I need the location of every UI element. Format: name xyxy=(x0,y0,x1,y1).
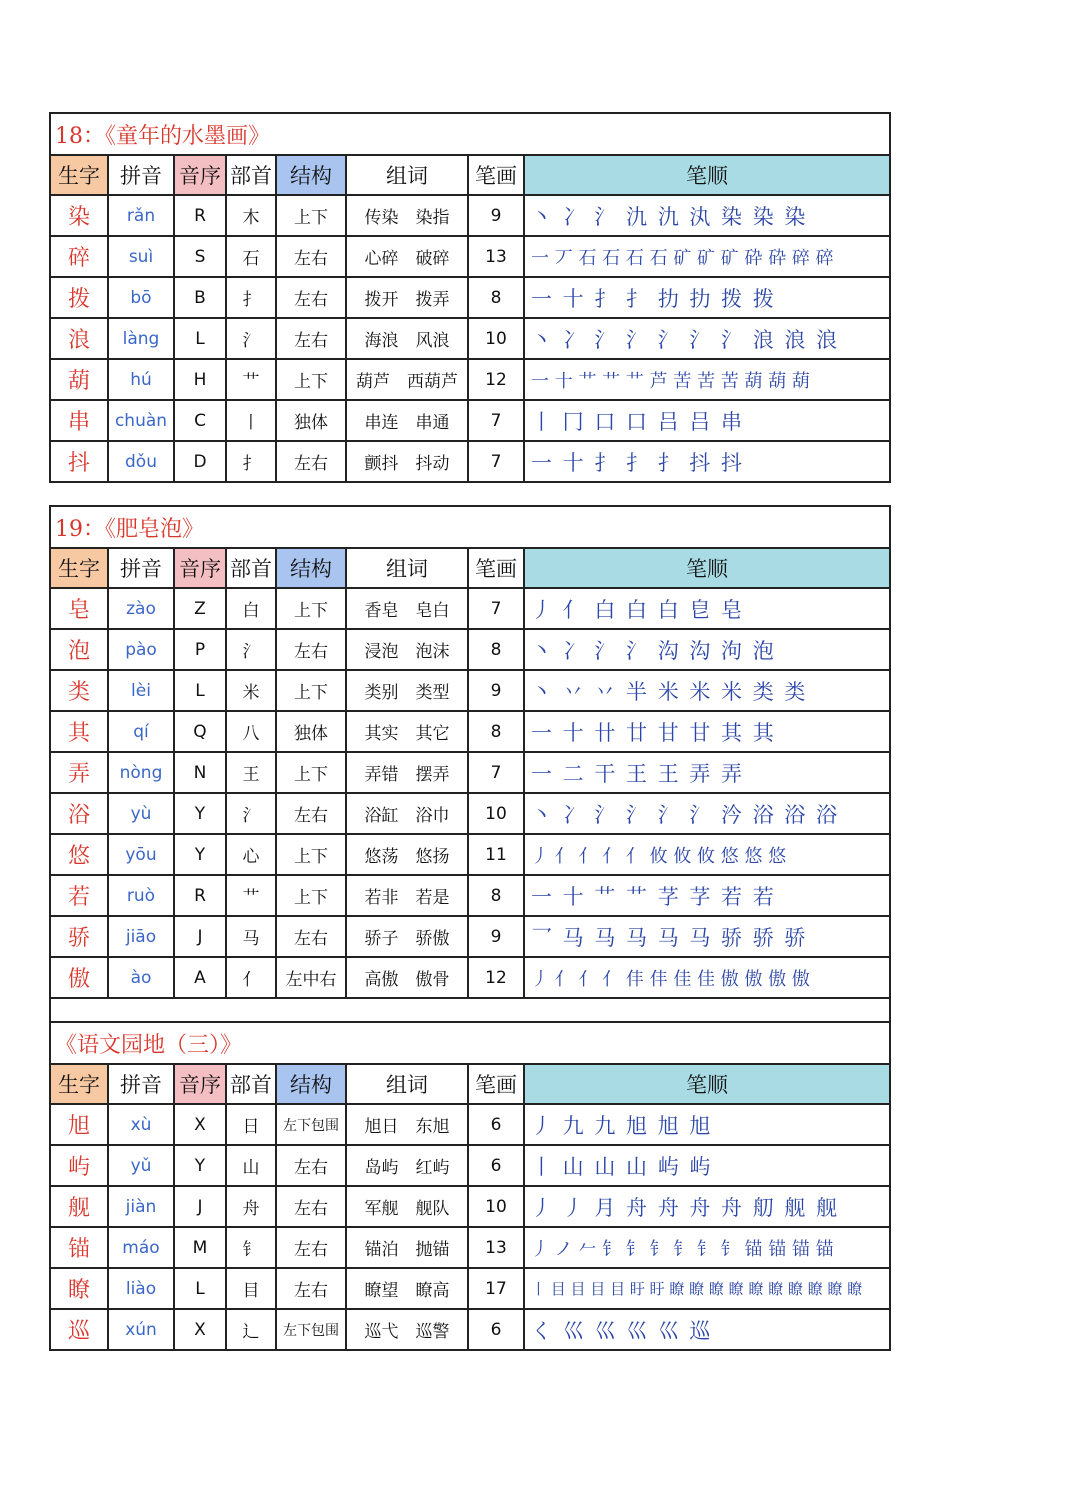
words-cell: 香皂 皂白 xyxy=(346,588,468,629)
lesson-19-title: 19：《肥皂泡》 xyxy=(50,506,890,548)
pinyin-cell: pào xyxy=(108,629,174,670)
header-words: 组词 xyxy=(346,1064,468,1104)
count-cell: 7 xyxy=(468,400,524,441)
words-cell: 传染 染指 xyxy=(346,195,468,236)
strokes-cell: 一 二 干 王 王 弄 弄 xyxy=(524,752,890,793)
order-cell: N xyxy=(174,752,226,793)
order-cell: A xyxy=(174,957,226,998)
radical-cell: 艹 xyxy=(226,875,276,916)
strokes-cell: 丿 亻 亻 亻 仹 仹 佳 佳 傲 傲 傲 傲 xyxy=(524,957,890,998)
char-cell: 碎 xyxy=(50,236,108,277)
char-cell: 皂 xyxy=(50,588,108,629)
header-words: 组词 xyxy=(346,155,468,195)
count-cell: 8 xyxy=(468,629,524,670)
pinyin-cell: ruò xyxy=(108,875,174,916)
count-cell: 7 xyxy=(468,441,524,482)
header-char: 生字 xyxy=(50,155,108,195)
structure-cell: 独体 xyxy=(276,711,346,752)
radical-cell: 心 xyxy=(226,834,276,875)
words-cell: 海浪 风浪 xyxy=(346,318,468,359)
strokes-cell: 丿 ノ 𠂉 钅 钅 钅 钅 钅 钅 锚 锚 锚 锚 xyxy=(524,1227,890,1268)
lesson-19-table xyxy=(49,505,891,1351)
pinyin-cell: qí xyxy=(108,711,174,752)
pinyin-cell: dǒu xyxy=(108,441,174,482)
strokes-cell: 丶 丷 丷 半 米 米 米 类 类 xyxy=(524,670,890,711)
count-cell: 10 xyxy=(468,793,524,834)
order-cell: R xyxy=(174,195,226,236)
strokes-cell: 一 十 艹 艹 艹 芦 苦 苦 苦 葫 葫 葫 xyxy=(524,359,890,400)
header-pinyin: 拼音 xyxy=(108,155,174,195)
table-row xyxy=(50,588,890,629)
strokes-cell: 丨 冂 口 口 吕 吕 串 xyxy=(524,400,890,441)
strokes-cell: 乛 马 马 马 马 马 骄 骄 骄 xyxy=(524,916,890,957)
table-row xyxy=(50,1309,890,1350)
count-cell: 9 xyxy=(468,670,524,711)
strokes-cell: 一 十 扌 扌 扌 抖 抖 xyxy=(524,441,890,482)
strokes-cell: 丿 亻 亻 亻 亻 攸 攸 攸 悠 悠 悠 xyxy=(524,834,890,875)
words-cell: 浴缸 浴巾 xyxy=(346,793,468,834)
lesson-19-block xyxy=(49,505,889,1351)
table-row xyxy=(50,1268,890,1309)
pinyin-cell: xún xyxy=(108,1309,174,1350)
header-order: 音序 xyxy=(174,548,226,588)
pinyin-cell: yōu xyxy=(108,834,174,875)
radical-cell: 白 xyxy=(226,588,276,629)
order-cell: P xyxy=(174,629,226,670)
pinyin-cell: làng xyxy=(108,318,174,359)
pinyin-cell: yǔ xyxy=(108,1145,174,1186)
order-cell: C xyxy=(174,400,226,441)
words-cell: 悠荡 悠扬 xyxy=(346,834,468,875)
strokes-cell: 一 十 扌 扌 扐 扐 拨 拨 xyxy=(524,277,890,318)
structure-cell: 左右 xyxy=(276,793,346,834)
table-row xyxy=(50,793,890,834)
radical-cell: 扌 xyxy=(226,441,276,482)
strokes-cell: 丨 山 山 山 屿 屿 xyxy=(524,1145,890,1186)
words-cell: 拨开 拨弄 xyxy=(346,277,468,318)
order-cell: Z xyxy=(174,588,226,629)
count-cell: 10 xyxy=(468,1186,524,1227)
header-order: 音序 xyxy=(174,155,226,195)
char-cell: 类 xyxy=(50,670,108,711)
words-cell: 巡弋 巡警 xyxy=(346,1309,468,1350)
order-cell: J xyxy=(174,916,226,957)
strokes-cell: 丿 亻 白 白 白 皀 皂 xyxy=(524,588,890,629)
order-cell: L xyxy=(174,1268,226,1309)
count-cell: 9 xyxy=(468,195,524,236)
radical-cell: 目 xyxy=(226,1268,276,1309)
char-cell: 浪 xyxy=(50,318,108,359)
char-cell: 巡 xyxy=(50,1309,108,1350)
radical-cell: 木 xyxy=(226,195,276,236)
pinyin-cell: chuàn xyxy=(108,400,174,441)
order-cell: X xyxy=(174,1309,226,1350)
count-cell: 8 xyxy=(468,875,524,916)
structure-cell: 上下 xyxy=(276,834,346,875)
words-cell: 骄子 骄傲 xyxy=(346,916,468,957)
header-count: 笔画 xyxy=(468,548,524,588)
table-row xyxy=(50,1145,890,1186)
radical-cell: 钅 xyxy=(226,1227,276,1268)
count-cell: 17 xyxy=(468,1268,524,1309)
radical-cell: 扌 xyxy=(226,277,276,318)
header-structure: 结构 xyxy=(276,155,346,195)
lesson-18-title: 18：《童年的水墨画》 xyxy=(50,113,890,155)
char-cell: 瞭 xyxy=(50,1268,108,1309)
radical-cell: 八 xyxy=(226,711,276,752)
table-row xyxy=(50,670,890,711)
radical-cell: 米 xyxy=(226,670,276,711)
order-cell: H xyxy=(174,359,226,400)
table-row xyxy=(50,277,890,318)
order-cell: S xyxy=(174,236,226,277)
words-cell: 高傲 傲骨 xyxy=(346,957,468,998)
pinyin-cell: rǎn xyxy=(108,195,174,236)
header-radical: 部首 xyxy=(226,548,276,588)
words-cell: 若非 若是 xyxy=(346,875,468,916)
table-row xyxy=(50,711,890,752)
strokes-cell: 丨 目 目 目 目 盱 盱 瞭 瞭 瞭 瞭 瞭 瞭 瞭 瞭 瞭 瞭 xyxy=(524,1268,890,1309)
structure-cell: 左中右 xyxy=(276,957,346,998)
header-structure: 结构 xyxy=(276,1064,346,1104)
words-cell: 串连 串通 xyxy=(346,400,468,441)
count-cell: 10 xyxy=(468,318,524,359)
structure-cell: 左右 xyxy=(276,1186,346,1227)
radical-cell: 丨 xyxy=(226,400,276,441)
order-cell: L xyxy=(174,318,226,359)
strokes-cell: 丶 冫 氵 氵 氵 氵 氵 浪 浪 浪 xyxy=(524,318,890,359)
pinyin-cell: liào xyxy=(108,1268,174,1309)
strokes-cell: 丶 冫 氵 氿 氿 汍 染 染 染 xyxy=(524,195,890,236)
words-cell: 类别 类型 xyxy=(346,670,468,711)
char-cell: 浴 xyxy=(50,793,108,834)
worksheet xyxy=(49,112,889,1351)
order-cell: J xyxy=(174,1186,226,1227)
structure-cell: 上下 xyxy=(276,875,346,916)
char-cell: 舰 xyxy=(50,1186,108,1227)
char-cell: 拨 xyxy=(50,277,108,318)
pinyin-cell: máo xyxy=(108,1227,174,1268)
count-cell: 6 xyxy=(468,1104,524,1145)
header-pinyin: 拼音 xyxy=(108,1064,174,1104)
radical-cell: 氵 xyxy=(226,793,276,834)
strokes-cell: 一 丆 石 石 石 石 矿 矿 矿 砕 砕 碎 碎 xyxy=(524,236,890,277)
char-cell: 弄 xyxy=(50,752,108,793)
strokes-cell: 一 十 卄 廿 甘 甘 其 其 xyxy=(524,711,890,752)
table-row xyxy=(50,1227,890,1268)
order-cell: L xyxy=(174,670,226,711)
count-cell: 6 xyxy=(468,1145,524,1186)
words-cell: 岛屿 红屿 xyxy=(346,1145,468,1186)
radical-cell: 氵 xyxy=(226,629,276,670)
structure-cell: 左右 xyxy=(276,629,346,670)
char-cell: 屿 xyxy=(50,1145,108,1186)
pinyin-cell: bō xyxy=(108,277,174,318)
char-cell: 若 xyxy=(50,875,108,916)
count-cell: 9 xyxy=(468,916,524,957)
structure-cell: 左右 xyxy=(276,318,346,359)
strokes-cell: 丶 冫 氵 氵 氵 氵 汵 浴 浴 浴 xyxy=(524,793,890,834)
table-row xyxy=(50,236,890,277)
radical-cell: 辶 xyxy=(226,1309,276,1350)
structure-cell: 上下 xyxy=(276,359,346,400)
pinyin-cell: hú xyxy=(108,359,174,400)
pinyin-cell: jiàn xyxy=(108,1186,174,1227)
structure-cell: 左右 xyxy=(276,277,346,318)
table-row xyxy=(50,875,890,916)
words-cell: 旭日 东旭 xyxy=(346,1104,468,1145)
count-cell: 13 xyxy=(468,1227,524,1268)
count-cell: 11 xyxy=(468,834,524,875)
strokes-cell: 一 十 艹 艹 芓 芓 若 若 xyxy=(524,875,890,916)
header-strokes: 笔顺 xyxy=(524,548,890,588)
pinyin-cell: nòng xyxy=(108,752,174,793)
count-cell: 7 xyxy=(468,588,524,629)
structure-cell: 左右 xyxy=(276,1227,346,1268)
table-row xyxy=(50,441,890,482)
count-cell: 13 xyxy=(468,236,524,277)
structure-cell: 上下 xyxy=(276,752,346,793)
garden-title: 《语文园地（三）》 xyxy=(50,1022,890,1064)
structure-cell: 上下 xyxy=(276,195,346,236)
header-char: 生字 xyxy=(50,1064,108,1104)
table-row xyxy=(50,916,890,957)
header-structure: 结构 xyxy=(276,548,346,588)
header-count: 笔画 xyxy=(468,1064,524,1104)
words-cell: 瞭望 瞭高 xyxy=(346,1268,468,1309)
header-pinyin: 拼音 xyxy=(108,548,174,588)
pinyin-cell: yù xyxy=(108,793,174,834)
structure-cell: 左右 xyxy=(276,916,346,957)
radical-cell: 亻 xyxy=(226,957,276,998)
header-char: 生字 xyxy=(50,548,108,588)
char-cell: 悠 xyxy=(50,834,108,875)
char-cell: 旭 xyxy=(50,1104,108,1145)
char-cell: 串 xyxy=(50,400,108,441)
header-radical: 部首 xyxy=(226,1064,276,1104)
char-cell: 其 xyxy=(50,711,108,752)
table-row xyxy=(50,195,890,236)
pinyin-cell: zào xyxy=(108,588,174,629)
structure-cell: 上下 xyxy=(276,670,346,711)
pinyin-cell: xù xyxy=(108,1104,174,1145)
order-cell: B xyxy=(174,277,226,318)
structure-cell: 独体 xyxy=(276,400,346,441)
structure-cell: 左右 xyxy=(276,441,346,482)
structure-cell: 上下 xyxy=(276,588,346,629)
char-cell: 葫 xyxy=(50,359,108,400)
table-row xyxy=(50,1186,890,1227)
order-cell: D xyxy=(174,441,226,482)
radical-cell: 石 xyxy=(226,236,276,277)
count-cell: 8 xyxy=(468,277,524,318)
radical-cell: 舟 xyxy=(226,1186,276,1227)
section-spacer xyxy=(50,998,890,1022)
count-cell: 8 xyxy=(468,711,524,752)
structure-cell: 左下包围 xyxy=(276,1309,346,1350)
order-cell: X xyxy=(174,1104,226,1145)
lesson-18-block xyxy=(49,112,889,483)
header-count: 笔画 xyxy=(468,155,524,195)
char-cell: 锚 xyxy=(50,1227,108,1268)
strokes-cell: 丶 冫 氵 氵 沟 沟 泃 泡 xyxy=(524,629,890,670)
order-cell: R xyxy=(174,875,226,916)
words-cell: 弄错 摆弄 xyxy=(346,752,468,793)
strokes-cell: く 巛 巛 巛 巛 巡 xyxy=(524,1309,890,1350)
table-row xyxy=(50,629,890,670)
structure-cell: 左右 xyxy=(276,1268,346,1309)
radical-cell: 马 xyxy=(226,916,276,957)
radical-cell: 山 xyxy=(226,1145,276,1186)
strokes-cell: 丿 丿 月 舟 舟 舟 舟 舠 舰 舰 xyxy=(524,1186,890,1227)
table-row xyxy=(50,752,890,793)
radical-cell: 日 xyxy=(226,1104,276,1145)
count-cell: 7 xyxy=(468,752,524,793)
table-row xyxy=(50,957,890,998)
pinyin-cell: lèi xyxy=(108,670,174,711)
words-cell: 军舰 舰队 xyxy=(346,1186,468,1227)
table-row xyxy=(50,318,890,359)
pinyin-cell: jiāo xyxy=(108,916,174,957)
lesson-18-table xyxy=(49,112,891,483)
char-cell: 染 xyxy=(50,195,108,236)
table-row xyxy=(50,359,890,400)
radical-cell: 氵 xyxy=(226,318,276,359)
header-words: 组词 xyxy=(346,548,468,588)
char-cell: 抖 xyxy=(50,441,108,482)
words-cell: 锚泊 抛锚 xyxy=(346,1227,468,1268)
char-cell: 傲 xyxy=(50,957,108,998)
words-cell: 葫芦 西葫芦 xyxy=(346,359,468,400)
structure-cell: 左右 xyxy=(276,236,346,277)
radical-cell: 王 xyxy=(226,752,276,793)
words-cell: 其实 其它 xyxy=(346,711,468,752)
order-cell: Y xyxy=(174,793,226,834)
structure-cell: 左下包围 xyxy=(276,1104,346,1145)
words-cell: 浸泡 泡沫 xyxy=(346,629,468,670)
count-cell: 12 xyxy=(468,359,524,400)
pinyin-cell: suì xyxy=(108,236,174,277)
structure-cell: 左右 xyxy=(276,1145,346,1186)
header-strokes: 笔顺 xyxy=(524,1064,890,1104)
order-cell: M xyxy=(174,1227,226,1268)
table-row xyxy=(50,400,890,441)
char-cell: 骄 xyxy=(50,916,108,957)
header-strokes: 笔顺 xyxy=(524,155,890,195)
count-cell: 6 xyxy=(468,1309,524,1350)
char-cell: 泡 xyxy=(50,629,108,670)
order-cell: Y xyxy=(174,1145,226,1186)
strokes-cell: 丿 九 九 旭 旭 旭 xyxy=(524,1104,890,1145)
words-cell: 颤抖 抖动 xyxy=(346,441,468,482)
table-row xyxy=(50,1104,890,1145)
radical-cell: 艹 xyxy=(226,359,276,400)
table-row xyxy=(50,834,890,875)
header-order: 音序 xyxy=(174,1064,226,1104)
order-cell: Q xyxy=(174,711,226,752)
order-cell: Y xyxy=(174,834,226,875)
header-radical: 部首 xyxy=(226,155,276,195)
count-cell: 12 xyxy=(468,957,524,998)
pinyin-cell: ào xyxy=(108,957,174,998)
words-cell: 心碎 破碎 xyxy=(346,236,468,277)
